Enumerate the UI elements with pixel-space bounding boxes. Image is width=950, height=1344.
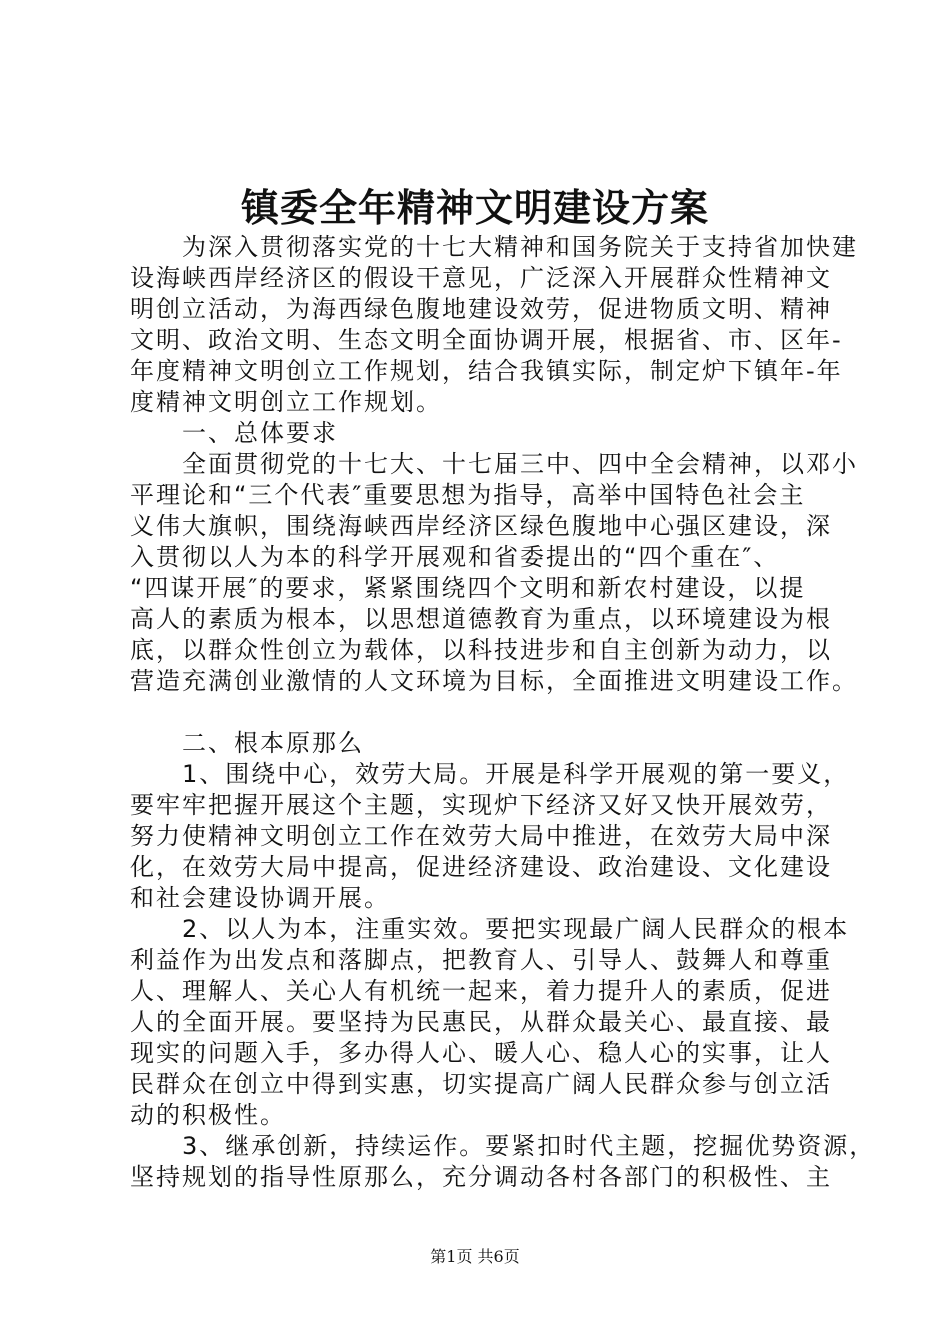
text-line: 1、围绕中心，效劳大局。开展是科学开展观的第一要义，: [130, 760, 850, 788]
text-line: 入贯彻以人为本的科学开展观和省委提出的“四个重在″、: [130, 543, 780, 571]
page-footer: 第1页 共6页: [430, 1247, 520, 1266]
text-line: 为深入贯彻落实党的十七大精神和国务院关于支持省加快建: [130, 233, 858, 261]
paragraph: [130, 728, 860, 759]
text-line: 要牢牢把握开展这个主题，实现炉下经济又好又快开展效劳，: [130, 791, 832, 819]
text-line: 度精神文明创立工作规划。: [130, 388, 442, 416]
text-line: 平理论和“三个代表″重要思想为指导，高举中国特色社会主: [130, 481, 806, 509]
text-line: 全面贯彻党的十七大、十七届三中、四中全会精神，以邓小: [130, 450, 858, 478]
text-line: 坚持规划的指导性原那么，充分调动各村各部门的积极性、主: [130, 1163, 832, 1191]
text-line: 和社会建设协调开展。: [130, 884, 390, 912]
text-line: 义伟大旗帜，围绕海峡西岸经济区绿色腹地中心强区建设，深: [130, 512, 832, 540]
text-line: 营造充满创业激情的人文环境为目标，全面推进文明建设工作。: [130, 667, 858, 695]
document-title: 镇委全年精神文明建设方案: [240, 185, 709, 230]
paragraph: [130, 759, 860, 914]
text-line: 高人的素质为根本，以思想道德教育为重点，以环境建设为根: [130, 605, 832, 633]
text-line: 底，以群众性创立为载体，以科技进步和自主创新为动力，以: [130, 636, 832, 664]
text-line: “四谋开展″的要求，紧紧围绕四个文明和新农村建设，以提: [130, 574, 806, 602]
text-line: 人、理解人、关心人有机统一起来，着力提升人的素质，促进: [130, 977, 832, 1005]
blank-line: [130, 697, 860, 728]
text-line: 文明、政治文明、生态文明全面协调开展，根据省、市、区年-: [130, 326, 843, 354]
text-line: 3、继承创新，持续运作。要紧扣时代主题，挖掘优势资源，: [130, 1132, 876, 1160]
paragraph: [130, 418, 860, 449]
text-line: 民群众在创立中得到实惠，切实提高广阔人民群众参与创立活: [130, 1070, 832, 1098]
document-body: [130, 232, 876, 1193]
text-line: 动的积极性。: [130, 1101, 286, 1129]
text-line: 设海峡西岸经济区的假设干意见，广泛深入开展群众性精神文: [130, 264, 832, 292]
text-line: 明创立活动，为海西绿色腹地建设效劳，促进物质文明、精神: [130, 295, 832, 323]
text-line: 现实的问题入手，多办得人心、暖人心、稳人心的实事，让人: [130, 1039, 832, 1067]
text-line: 二、根本原那么: [130, 729, 364, 757]
text-line: 年度精神文明创立工作规划，结合我镇实际，制定炉下镇年-年: [130, 357, 843, 385]
text-line: 2、以人为本，注重实效。要把实现最广阔人民群众的根本: [130, 915, 850, 943]
text-line: 努力使精神文明创立工作在效劳大局中推进，在效劳大局中深: [130, 822, 832, 850]
paragraph: [130, 449, 860, 697]
text-line: 一、总体要求: [130, 419, 338, 447]
paragraph: [130, 697, 860, 728]
text-line: 人的全面开展。要坚持为民惠民，从群众最关心、最直接、最: [130, 1008, 832, 1036]
paragraph: [130, 232, 860, 418]
paragraph: [130, 914, 860, 1131]
text-line: 利益作为出发点和落脚点，把教育人、引导人、鼓舞人和尊重: [130, 946, 832, 974]
text-line: 化，在效劳大局中提高，促进经济建设、政治建设、文化建设: [130, 853, 832, 881]
paragraph: [130, 1131, 876, 1193]
